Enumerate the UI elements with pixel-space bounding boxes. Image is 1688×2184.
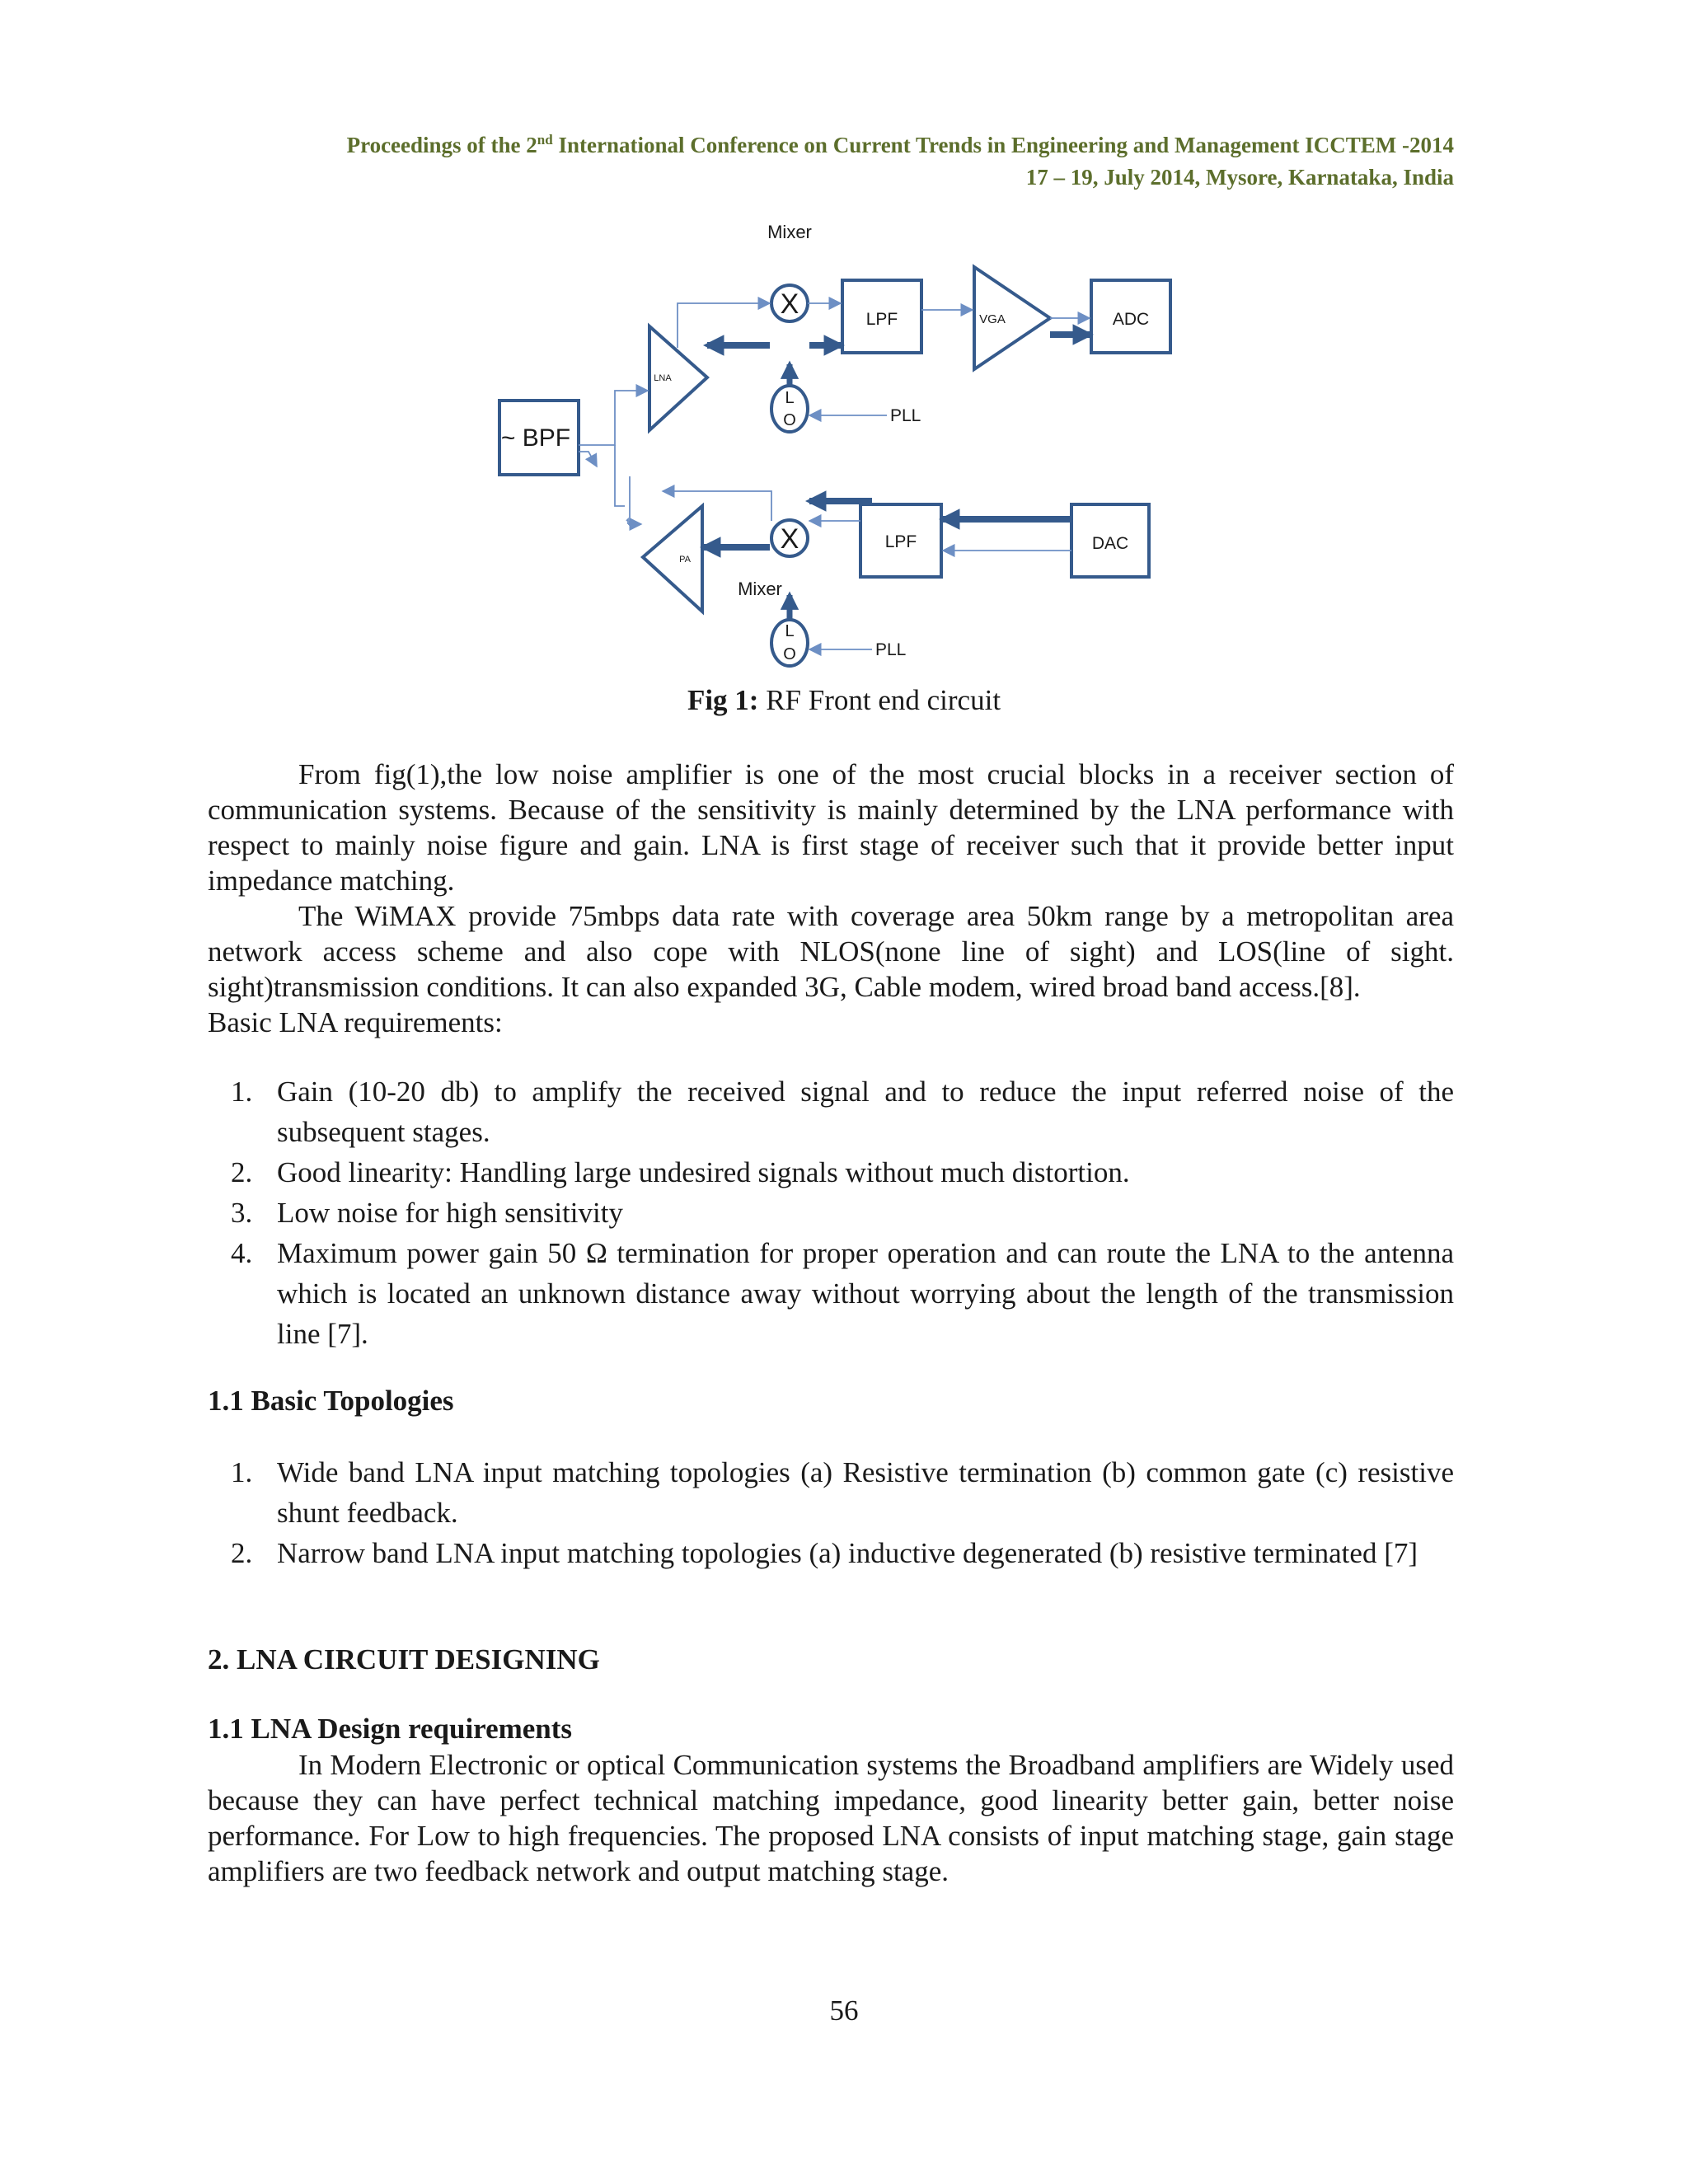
header-text-pre: Proceedings of the 2 [346, 133, 537, 157]
bpf-to-pa-arrow [628, 523, 641, 524]
bpf-to-lna-line [579, 391, 648, 445]
list-item-text: Wide band LNA input matching topologies (a) Resistive termination (b) common gate (c) resistive shunt feedback. [277, 1456, 1454, 1529]
list-item [208, 1071, 1454, 1152]
pa-triangle [643, 506, 702, 612]
lo-top-l: L [785, 389, 795, 407]
list-item-text: Gain (10-20 db) to amplify the received signal and to reduce the input referred noise of the subsequent stages. [277, 1076, 1454, 1148]
body-block-1 [208, 757, 1454, 1040]
pa-label: PA [679, 555, 691, 565]
mixer-top-label: Mixer [767, 222, 812, 242]
rf-front-end-figure [491, 221, 1195, 691]
lpf-top-label: LPF [865, 310, 898, 329]
list-item-number: 2. [231, 1537, 253, 1569]
list-item [208, 1193, 1454, 1233]
list-item-text: Low noise for high sensitivity [277, 1197, 623, 1229]
figure-caption [0, 684, 1688, 717]
list-item [208, 1152, 1454, 1193]
lo-top-o: O [783, 411, 796, 429]
header-line-1 [206, 124, 1454, 162]
list-item-text: Good linearity: Handling large undesired signals without much distortion. [277, 1156, 1130, 1188]
running-header [206, 124, 1454, 194]
list-item [208, 1233, 1454, 1354]
bpf-label: ~ BPF [500, 424, 571, 452]
header-line-2: 17 – 19, July 2014, Mysore, Karnataka, India [1025, 165, 1454, 190]
list-item-number: 3. [231, 1197, 253, 1229]
pa-feed-line [626, 519, 628, 524]
paragraph-2: The WiMAX provide 75mbps data rate with coverage area 50km range by a metropolitan area network access scheme and also cope with NLOS(none line of sight) and LOS(line of sight. sight)transmission conditions. It can also expanded 3G, Cable modem, wired broad band access.[8]. [208, 900, 1454, 1003]
mixer-top-symbol: X [780, 288, 799, 320]
mixer-bottom-label: Mixer [738, 579, 782, 599]
paragraph-1: From fig(1),the low noise amplifier is one of the most crucial blocks in a receiver section of communication systems. Because of the sensitivity is mainly determined by the LNA performance with respect to mainly noise figure and gain. LNA is first stage of receiver such that it provide better input impedance matching. [208, 758, 1454, 897]
header-superscript: nd [537, 132, 553, 148]
mixer-bottom-symbol: X [780, 523, 799, 555]
heading-lna-circuit-designing: 2. LNA CIRCUIT DESIGNING [208, 1643, 600, 1675]
adc-label: ADC [1112, 310, 1150, 329]
list-item [208, 1533, 1454, 1573]
heading-basic-topologies: 1.1 Basic Topologies [208, 1385, 454, 1417]
list-item-number: 2. [231, 1156, 253, 1188]
lna-label: LNA [654, 373, 672, 383]
list-item-number: 1. [231, 1456, 253, 1488]
topologies-list [208, 1452, 1454, 1573]
mixer-to-pa-line [663, 491, 771, 521]
figure-caption-label: Fig 1: [687, 684, 759, 716]
page-number: 56 [829, 1994, 859, 2027]
dac-label: DAC [1091, 534, 1129, 553]
pll-top-label: PLL [890, 406, 921, 425]
bpf-to-pa-line [579, 445, 625, 506]
heading-lna-design-requirements: 1.1 LNA Design requirements [208, 1713, 573, 1745]
lpf-bottom-label: LPF [884, 532, 917, 551]
pll-bottom-label: PLL [875, 640, 907, 659]
paragraph-4: In Modern Electronic or optical Communication systems the Broadband amplifiers are Widely used because they can have perfect technical matching impedance, good linearity better gain, better noise performance. For Low to high frequencies. The proposed LNA consists of input matching stage, gain stage amplifiers are two feedback network and output matching stage. [208, 1749, 1454, 1887]
list-item-text: Narrow band LNA input matching topologies (a) inductive degenerated (b) resistive terminated [7] [277, 1537, 1418, 1569]
header-text-post: International Conference on Current Trends in Engineering and Management ICCTEM -2014 [552, 133, 1454, 157]
list-item-number: 1. [231, 1076, 253, 1108]
lo-bottom-o: O [783, 645, 796, 663]
requirements-list [208, 1071, 1454, 1354]
body-block-2 [208, 1747, 1454, 1889]
vga-label: VGA [979, 312, 1006, 326]
lo-bottom-l: L [785, 622, 795, 640]
list-item-text: Maximum power gain 50 Ω termination for proper operation and can route the LNA to the antenna which is located an unknown distance away without worrying about the length of the transmission line [7]. [277, 1237, 1454, 1350]
figure-caption-text: RF Front end circuit [758, 684, 1001, 716]
list-item-number: 4. [231, 1237, 253, 1269]
lna-to-mixer-line [678, 303, 770, 348]
rf-front-end-diagram [491, 221, 1195, 691]
paragraph-3: Basic LNA requirements: [208, 1006, 503, 1038]
list-item [208, 1452, 1454, 1533]
